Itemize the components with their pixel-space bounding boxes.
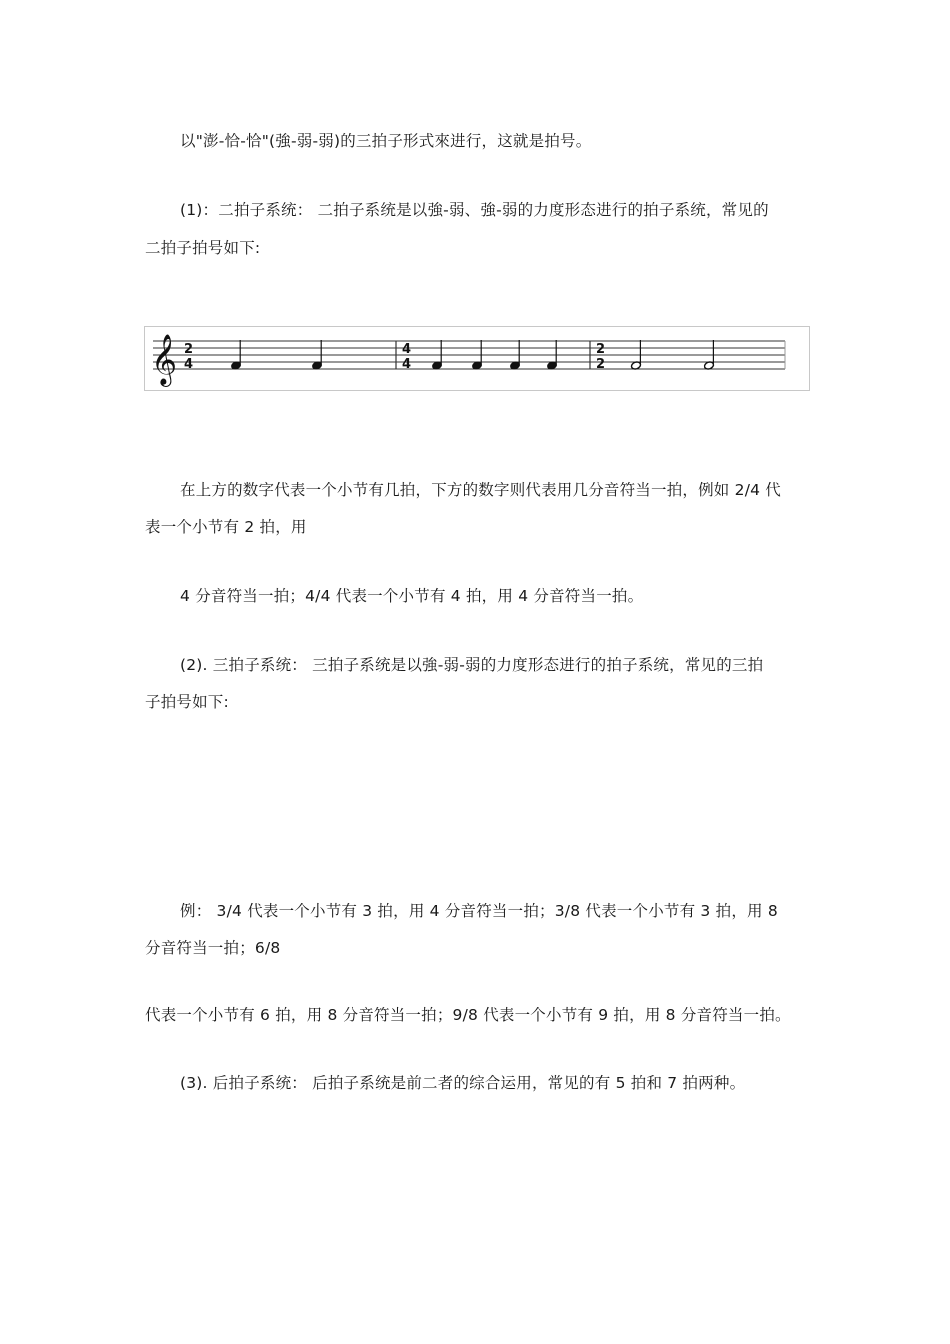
time-sig-1-bottom: 4 bbox=[184, 357, 194, 372]
paragraph-explain-line2: 表一个小节有 2 拍，用 bbox=[145, 518, 307, 536]
time-sig-3-bottom: 2 bbox=[596, 357, 606, 372]
time-signature-2 bbox=[402, 342, 411, 372]
time-sig-3-top: 2 bbox=[596, 342, 606, 357]
paragraph-intro-end: 以"澎-恰-恰"(強-弱-弱)的三拍子形式來进行，这就是拍号。 bbox=[180, 132, 592, 150]
paragraph-explain-line1: 在上方的数字代表一个小节有几拍，下方的数字则代表用几分音符当一拍，例如 2/4 代 bbox=[180, 481, 782, 499]
paragraph-triple-line2: 子拍号如下: bbox=[145, 693, 229, 711]
treble-clef-icon: 𝄞 bbox=[151, 334, 178, 385]
staff-svg bbox=[145, 327, 809, 390]
time-sig-2-top: 4 bbox=[402, 342, 412, 357]
time-signature-3 bbox=[596, 342, 605, 372]
time-signature-1 bbox=[184, 342, 193, 372]
paragraph-explain-line3: 4 分音符当一拍；4/4 代表一个小节有 4 拍，用 4 分音符当一拍。 bbox=[180, 587, 644, 605]
time-sig-2-bottom: 4 bbox=[402, 357, 412, 372]
paragraph-example-line2: 分音符当一拍；6/8 bbox=[145, 939, 281, 957]
music-staff-figure bbox=[144, 326, 810, 391]
paragraph-duple-line1: (1)：二拍子系统： 二拍子系统是以強-弱、強-弱的力度形态进行的拍子系统，常见的 bbox=[180, 201, 769, 219]
paragraph-triple-line1: (2). 三拍子系统： 三拍子系统是以強-弱-弱的力度形态进行的拍子系统，常见的三拍 bbox=[180, 656, 764, 674]
paragraph-duple-line2: 二拍子拍号如下: bbox=[145, 239, 261, 257]
time-sig-1-top: 2 bbox=[184, 342, 194, 357]
paragraph-compound: (3). 后拍子系统： 后拍子系统是前二者的综合运用，常见的有 5 拍和 7 拍两种。 bbox=[180, 1074, 746, 1092]
paragraph-example-line3: 代表一个小节有 6 拍，用 8 分音符当一拍；9/8 代表一个小节有 9 拍，用 8 分音符当一拍。 bbox=[145, 1006, 791, 1024]
paragraph-example-line1: 例： 3/4 代表一个小节有 3 拍，用 4 分音符当一拍；3/8 代表一个小节有 3 拍，用 8 bbox=[180, 902, 778, 920]
